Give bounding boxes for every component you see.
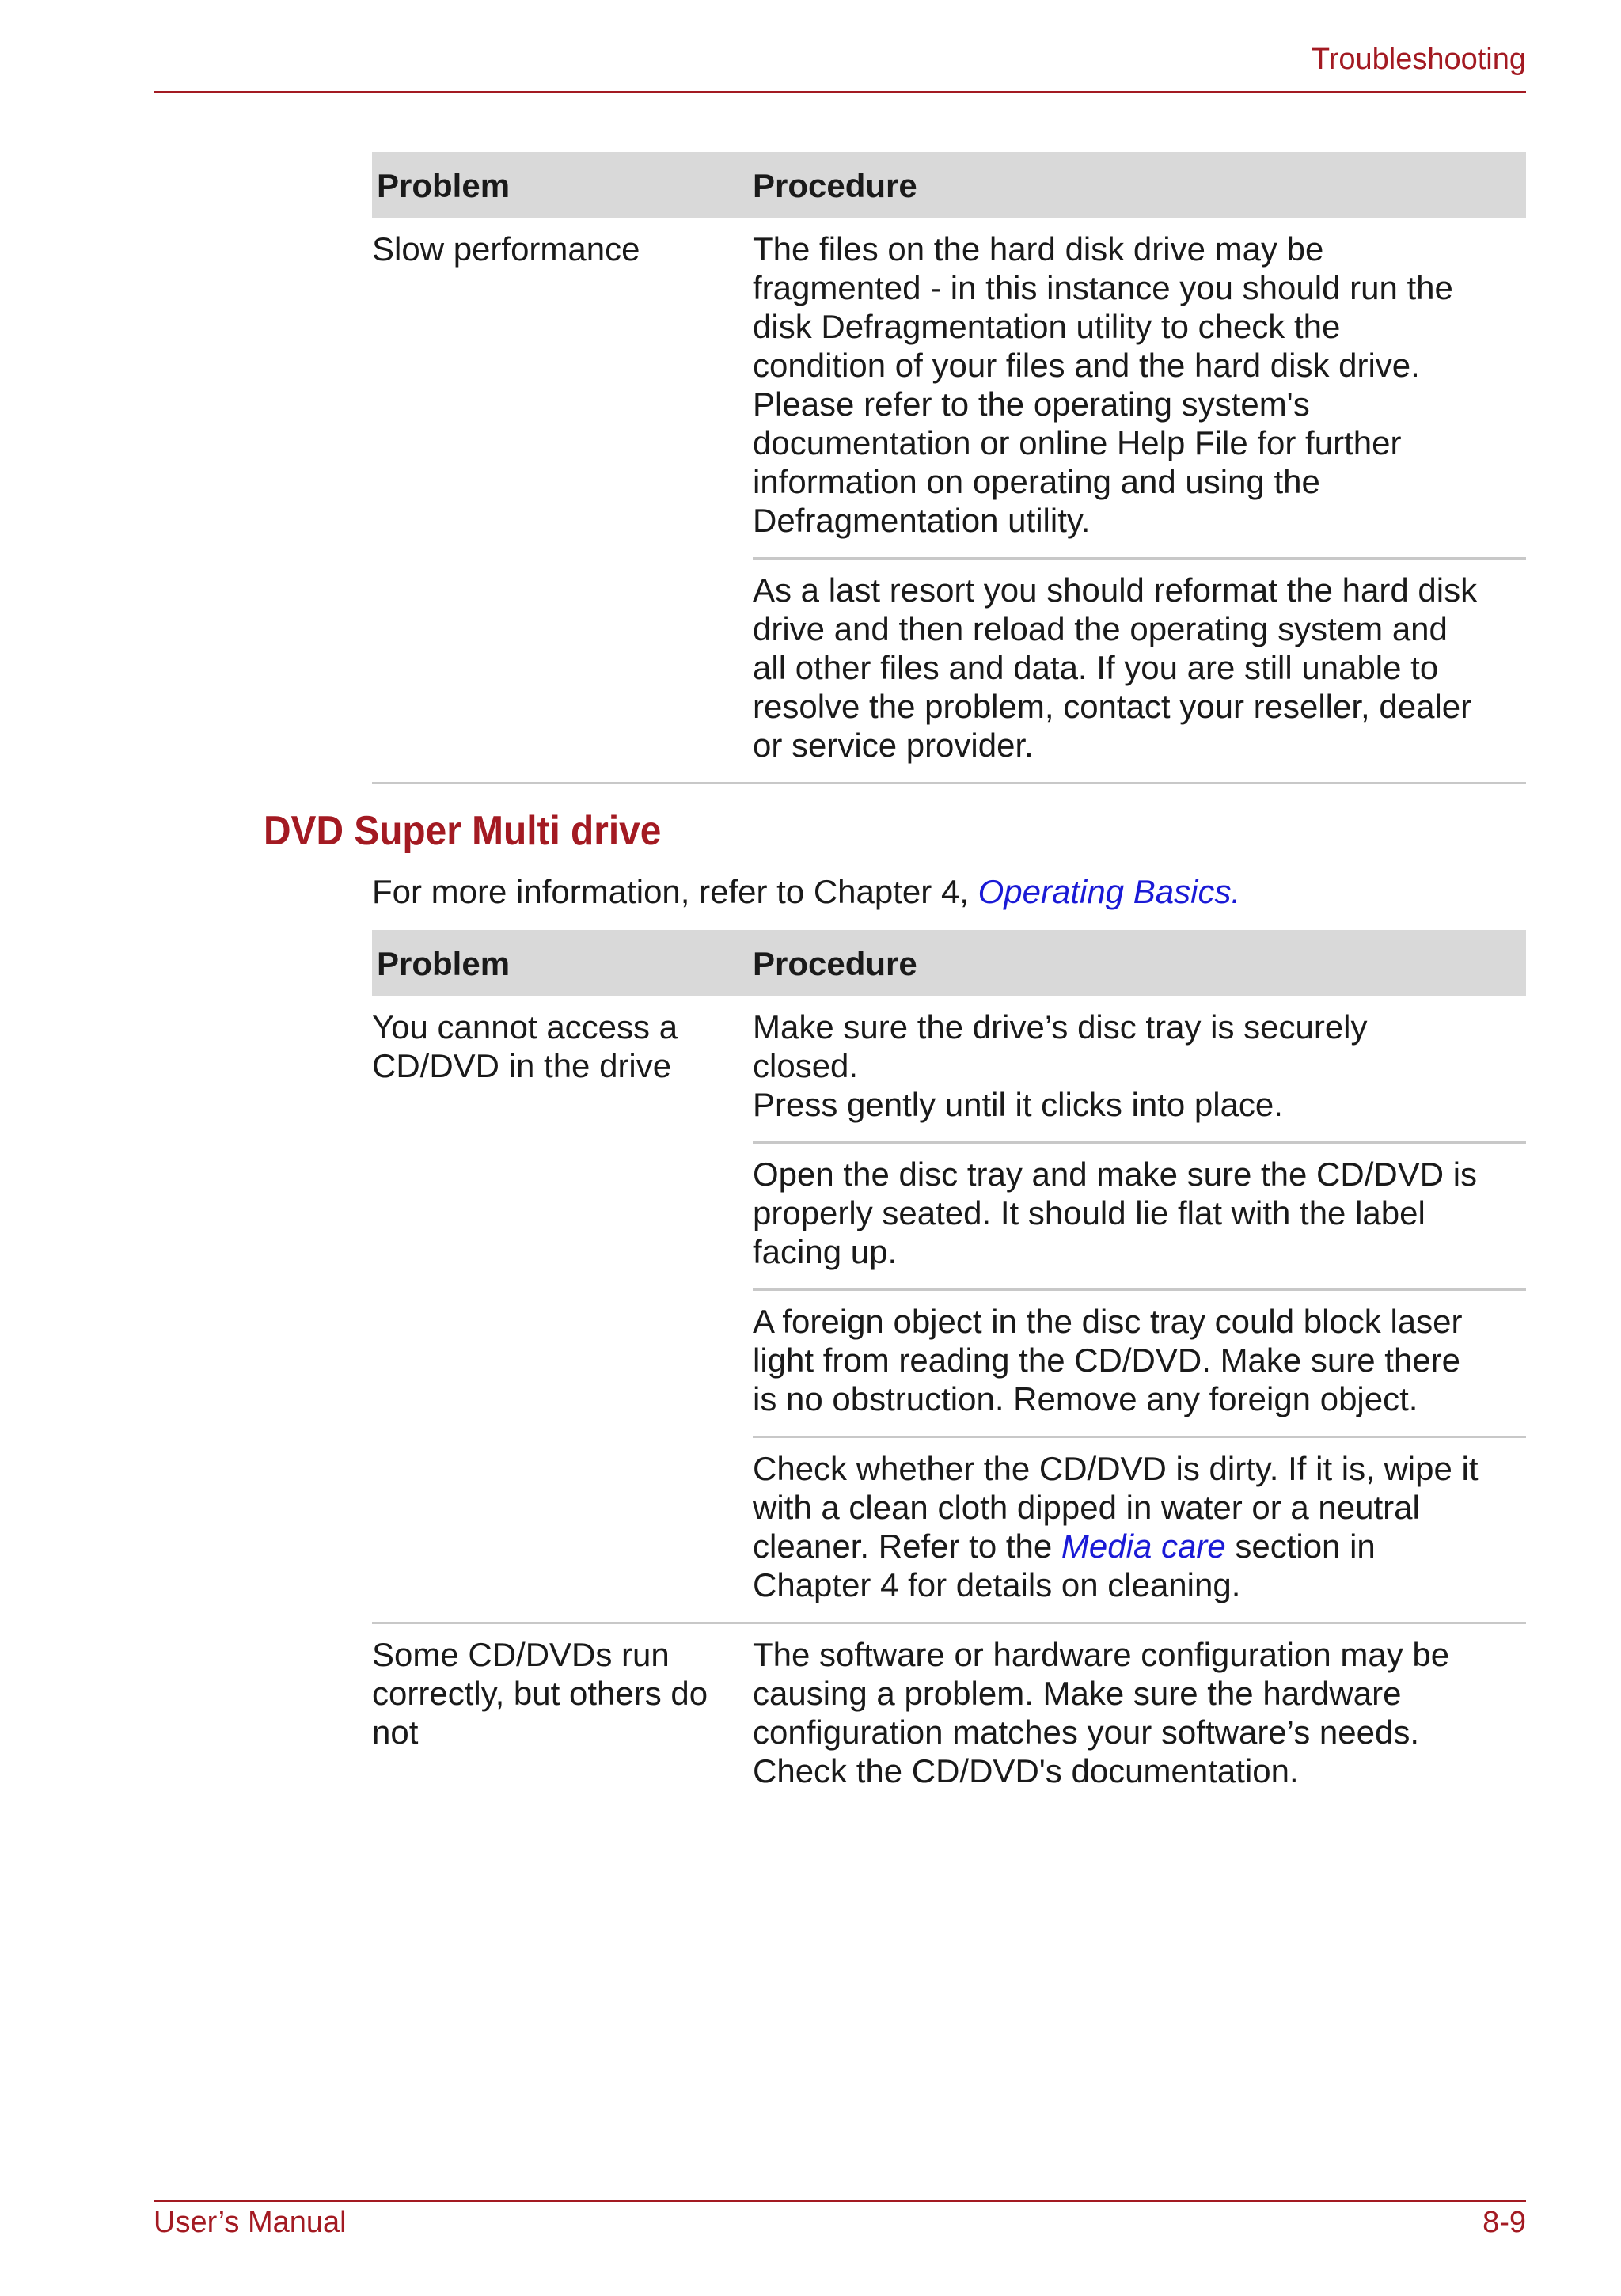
procedure-line: Check whether the CD/DVD is dirty. If it is, wipe it xyxy=(753,1450,1479,1487)
table-header xyxy=(372,152,1526,218)
procedure-line: The software or hardware configuration may be xyxy=(753,1636,1450,1673)
procedure-line xyxy=(753,1527,1526,1565)
procedure-line: Please refer to the operating system's xyxy=(753,385,1310,423)
procedure-line: drive and then reload the operating system and xyxy=(753,610,1448,647)
procedure-line: properly seated. It should lie flat with the label xyxy=(753,1194,1425,1231)
procedure-line: all other files and data. If you are still unable to xyxy=(753,649,1439,686)
column-header-problem: Problem xyxy=(377,944,511,982)
procedure-line: documentation or online Help File for further xyxy=(753,424,1402,461)
procedure-cell xyxy=(753,218,1526,560)
running-header: Troubleshooting xyxy=(1311,43,1526,76)
problem-text: correctly, but others do xyxy=(372,1675,708,1712)
procedure-line: causing a problem. Make sure the hardware xyxy=(753,1675,1402,1712)
footer-manual-title: User’s Manual xyxy=(154,2206,347,2239)
procedure-line: light from reading the CD/DVD. Make sure there xyxy=(753,1342,1461,1379)
table-row xyxy=(372,1624,1526,1808)
problem-text: Slow performance xyxy=(372,230,640,268)
header-rule xyxy=(154,91,1526,93)
procedure-line: As a last resort you should reformat the hard disk xyxy=(753,571,1478,609)
procedure-line: Make sure the drive’s disc tray is securely xyxy=(753,1008,1368,1046)
procedure-cell xyxy=(753,1438,1526,1622)
problem-cell xyxy=(372,1624,753,1808)
procedure-line: information on operating and using the xyxy=(753,463,1320,500)
procedure-line: condition of your files and the hard disk drive. xyxy=(753,347,1420,384)
procedure-text: section in xyxy=(1225,1528,1376,1565)
procedure-cell xyxy=(753,1624,1526,1808)
procedure-line: facing up. xyxy=(753,1233,898,1270)
procedure-line: disk Defragmentation utility to check the xyxy=(753,308,1341,345)
procedure-line: Press gently until it clicks into place. xyxy=(753,1086,1283,1123)
problem-text: You cannot access a xyxy=(372,1008,678,1046)
page-number: 8-9 xyxy=(1482,2206,1526,2239)
procedure-line: A foreign object in the disc tray could block laser xyxy=(753,1303,1463,1340)
procedure-cell xyxy=(753,1144,1526,1291)
column-header-procedure: Procedure xyxy=(753,944,917,982)
procedure-line: Defragmentation utility. xyxy=(753,502,1091,539)
column-header-problem: Problem xyxy=(377,166,511,204)
procedure-line: configuration matches your software’s needs. xyxy=(753,1713,1420,1751)
column-header-procedure: Procedure xyxy=(753,166,917,204)
table-header xyxy=(372,930,1526,996)
procedure-line: fragmented - in this instance you should run the xyxy=(753,269,1453,306)
procedure-line: closed. xyxy=(753,1047,859,1084)
table-row xyxy=(372,996,1526,1624)
section-heading: DVD Super Multi drive xyxy=(264,808,662,854)
procedure-line: The files on the hard disk drive may be xyxy=(753,230,1324,268)
procedure-cell xyxy=(753,1291,1526,1438)
problem-cell xyxy=(372,218,753,782)
footer-rule xyxy=(154,2200,1526,2202)
procedure-line: Chapter 4 for details on cleaning. xyxy=(753,1566,1241,1603)
procedure-line: Open the disc tray and make sure the CD/DVD is xyxy=(753,1156,1478,1193)
table-row xyxy=(372,218,1526,784)
troubleshooting-table-dvd xyxy=(372,930,1526,1808)
procedure-line: Check the CD/DVD's documentation. xyxy=(753,1752,1299,1789)
troubleshooting-table-hdd xyxy=(372,152,1526,784)
problem-text: CD/DVD in the drive xyxy=(372,1047,672,1084)
media-care-link[interactable]: Media care xyxy=(1061,1528,1226,1565)
intro-text: For more information, refer to Chapter 4, xyxy=(372,873,978,910)
problem-text: not xyxy=(372,1713,419,1751)
procedure-line: or service provider. xyxy=(753,727,1034,764)
procedure-line: resolve the problem, contact your reseller, dealer xyxy=(753,688,1472,725)
procedure-line: is no obstruction. Remove any foreign object. xyxy=(753,1380,1418,1417)
procedure-cell xyxy=(753,560,1526,782)
problem-text: Some CD/DVDs run xyxy=(372,1636,670,1673)
procedure-cell xyxy=(753,996,1526,1144)
problem-cell xyxy=(372,996,753,1622)
procedure-text: cleaner. Refer to the xyxy=(753,1528,1061,1565)
procedure-line: with a clean cloth dipped in water or a neutral xyxy=(753,1489,1420,1526)
section-intro xyxy=(372,873,1240,911)
operating-basics-link[interactable]: Operating Basics. xyxy=(978,873,1241,910)
